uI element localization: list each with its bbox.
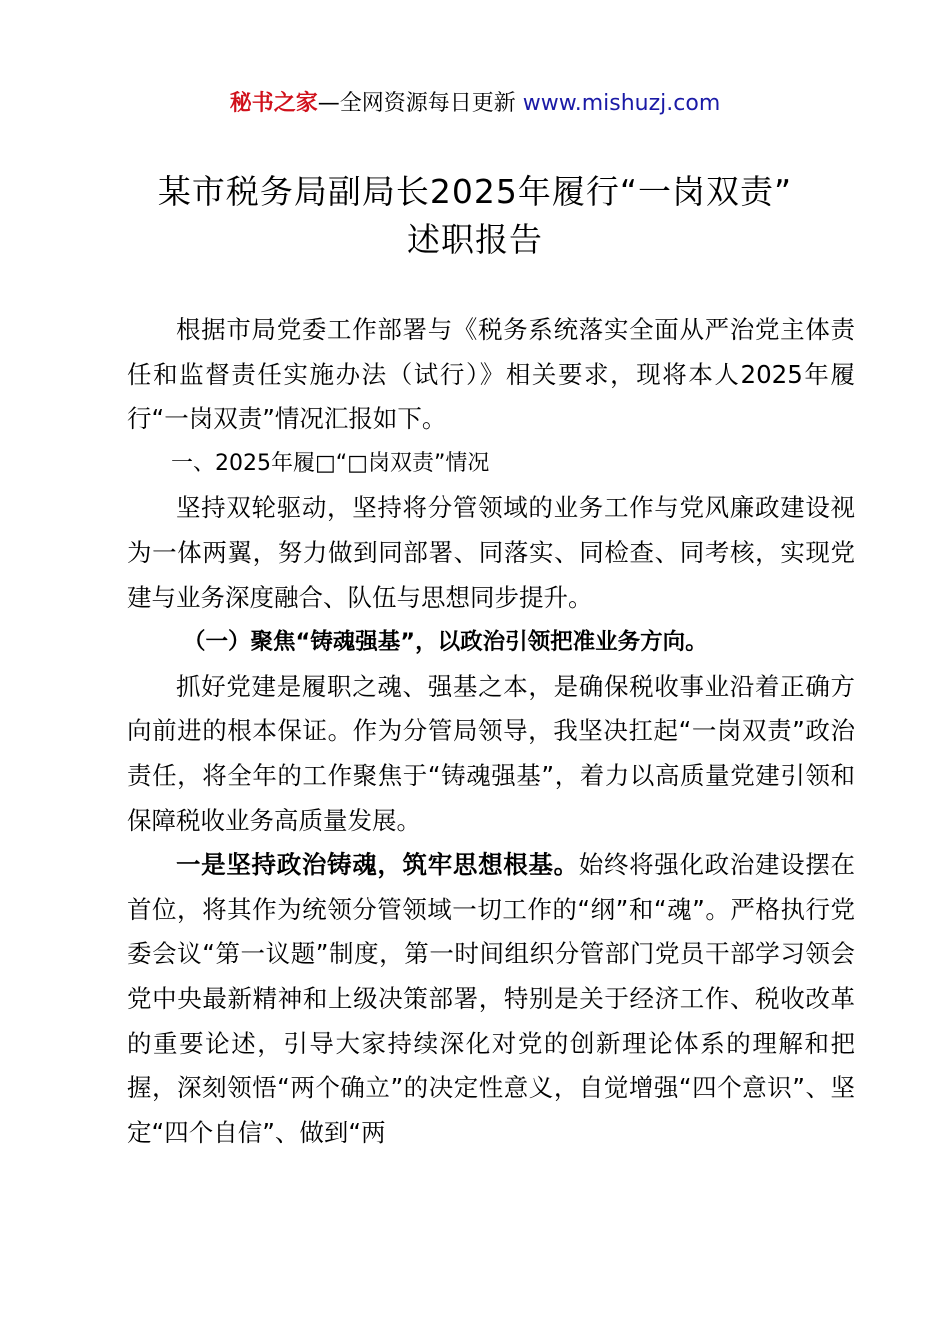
intro-paragraph: 根据市局党委工作部署与《税务系统落实全面从严治党主体责任和监督责任实施办法（试行）》相关要求，现将本人2025年履行“一岗双责”情况汇报如下。: [127, 315, 855, 434]
subsection-heading-1: （一）聚焦“铸魂强基”，以政治引领把准业务方向。: [183, 629, 708, 656]
subsection-1-paragraph: 抓好党建是履职之魂、强基之本，是确保税收事业沿着正确方向前进的根本保证。作为分管局领导，我坚决扛起“一岗双责”政治责任，将全年的工作聚焦于“铸魂强基”，着力以高质量党建引领和保障税收业务高质量发展。: [127, 671, 855, 835]
section-heading-1: 一、2025年履□“□岗双责”情况: [171, 450, 490, 476]
document-title-line-1: 某市税务局副局长2025年履行“一岗双责”: [157, 172, 793, 211]
point-1-body: 始终将强化政治建设摆在首位，将其作为统领分管领域一切工作的“纲”和“魂”。严格执行党委会议“第一议题”制度，第一时间组织分管部门党员干部学习领会党中央最新精神和上级决策部署，特别是关于经济工作、税收改革的重要论述，引导大家持续深化对党的创新理论体系的理解和把握，深刻领悟“两个确立”的决定性意义，自觉增强“四个意识”、坚定“四个自信”、做到“两: [127, 850, 856, 1147]
site-tagline: —全网资源每日更新: [317, 91, 523, 116]
site-url-link[interactable]: www.mishuzj.com: [522, 91, 721, 116]
point-1-paragraph: [127, 843, 855, 1155]
section-1-paragraph: 坚持双轮驱动，坚持将分管领域的业务工作与党风廉政建设视为一体两翼，努力做到同部署、同落实、同检查、同考核，实现党建与业务深度融合、队伍与思想同步提升。: [127, 493, 855, 612]
point-1-lead: 一是坚持政治铸魂，筑牢思想根基。: [176, 850, 579, 880]
document-title-line-2: 述职报告: [407, 220, 543, 259]
document-title: [60, 168, 890, 264]
site-brand: 秘书之家: [229, 91, 318, 116]
document-body: [127, 308, 855, 1155]
site-header: [0, 88, 950, 120]
